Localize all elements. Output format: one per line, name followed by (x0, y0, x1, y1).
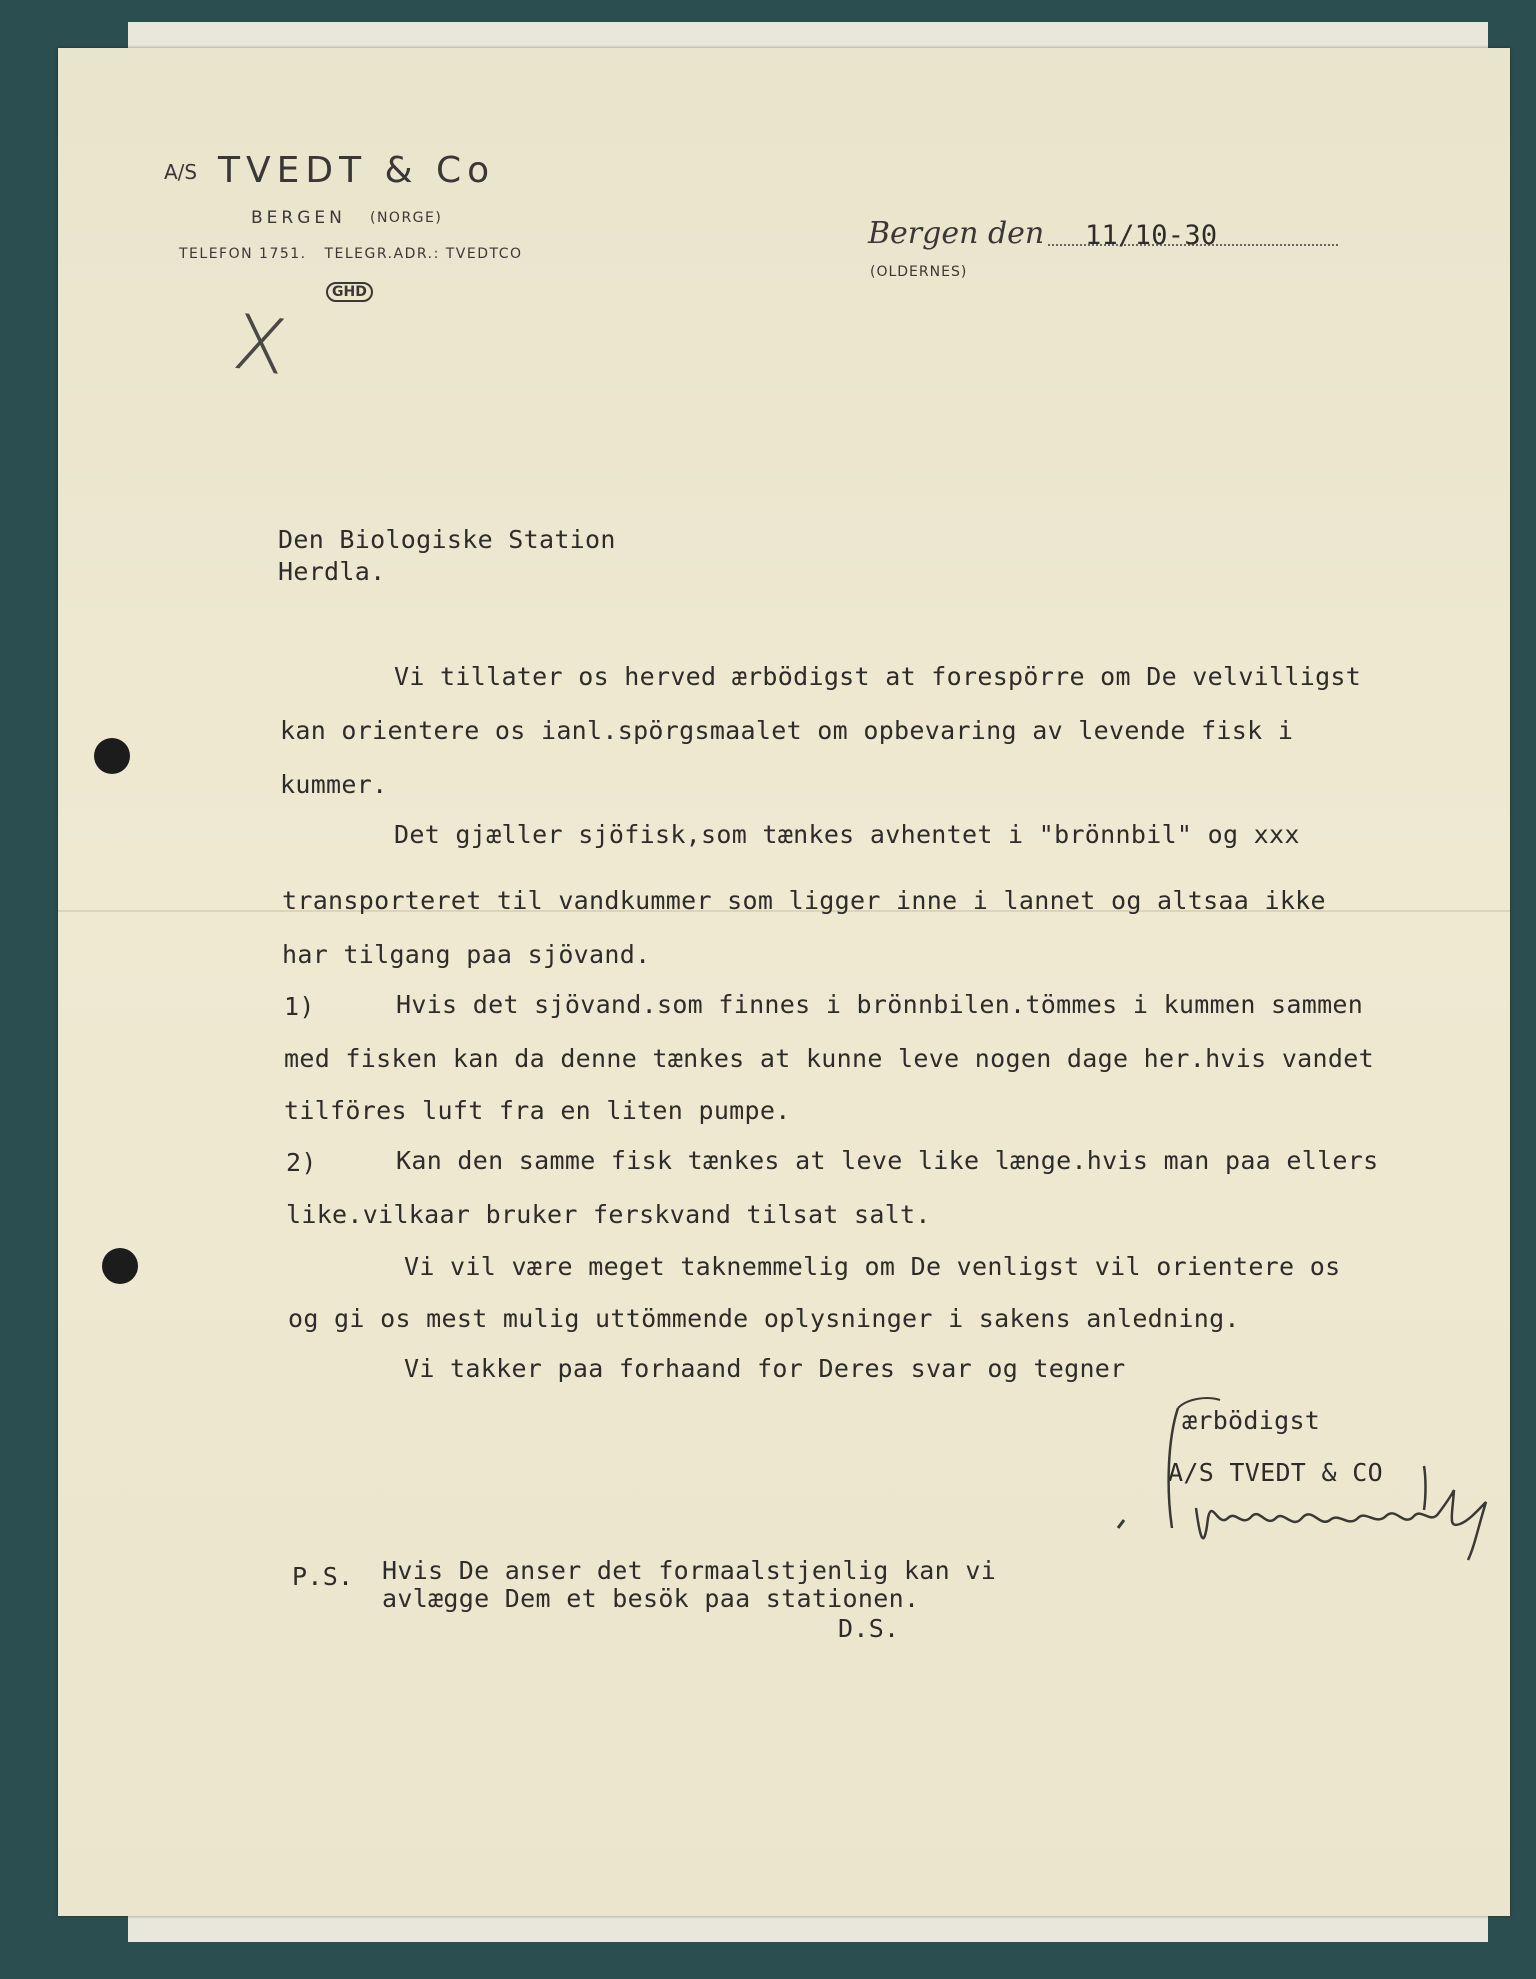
body-paragraph-3-line-2: og gi os mest mulig uttömmende oplysninger i sakens anledning. (288, 1304, 1240, 1333)
punch-hole-lower (102, 1248, 138, 1284)
handwritten-signature (1108, 1378, 1528, 1568)
dateline-date: 11/10-30 (1085, 220, 1218, 251)
punch-hole-upper (94, 738, 130, 774)
question-1-line-3: tilföres luft fra en liten pumpe. (284, 1096, 791, 1125)
question-1-number: 1) (284, 992, 315, 1021)
postscript-end: D.S. (838, 1614, 900, 1643)
postscript-label: P.S. (292, 1562, 354, 1591)
body-paragraph-1-line-1: Vi tillater os herved ærbödigst at forespörre om De velvilligst (394, 662, 1362, 691)
question-2-line-1: Kan den samme fisk tænkes at leve like længe.hvis man paa ellers (396, 1146, 1379, 1175)
letterhead-company: TVEDT & Co (218, 150, 496, 191)
dateline-place: Bergen den (868, 216, 1045, 251)
question-1-line-2: med fisken kan da denne tænkes at kunne leve nogen dage her.hvis vandet (284, 1044, 1374, 1073)
letterhead-city: BERGEN (251, 208, 346, 228)
closing-company: A/S TVEDT & CO (1168, 1458, 1383, 1487)
letterhead-prefix: A/S (164, 160, 198, 184)
question-2-number: 2) (286, 1148, 317, 1177)
question-1-line-1: Hvis det sjövand.som finnes i brönnbilen.tömmes i kummen sammen (396, 990, 1364, 1019)
body-paragraph-1-line-2: kan orientere os ianl.spörgsmaalet om opbevaring av levende fisk i (280, 716, 1294, 745)
body-paragraph-3-line-1: Vi vil være meget taknemmelig om De venligst vil orientere os (404, 1252, 1341, 1281)
body-paragraph-4-line-1: Vi takker paa forhaand for Deres svar og tegner (404, 1354, 1126, 1383)
letter-page (58, 48, 1510, 1916)
recipient-line-1: Den Biologiske Station (278, 525, 616, 554)
body-paragraph-2-line-2: transporteret til vandkummer som ligger inne i lannet og altsaa ikke (282, 886, 1326, 915)
recipient-line-2: Herdla. (278, 557, 386, 586)
letterhead-contact: TELEFON 1751. TELEGR.ADR.: TVEDTCO (179, 246, 523, 262)
body-paragraph-2-line-3: har tilgang paa sjövand. (282, 940, 651, 969)
dateline-note: (OLDERNES) (870, 264, 968, 280)
body-paragraph-2-line-1: Det gjæller sjöfisk,som tænkes avhentet i "brönnbil" og xxx (394, 820, 1300, 849)
postscript-line-2: avlægge Dem et besök paa stationen. (382, 1584, 920, 1613)
closing-salutation: ærbödigst (1182, 1406, 1321, 1435)
question-2-line-2: like.vilkaar bruker ferskvand tilsat salt. (286, 1200, 931, 1229)
monogram-logo: GHD (326, 282, 373, 302)
letterhead-country: (NORGE) (370, 210, 443, 226)
handwritten-cross: X (228, 296, 293, 393)
body-paragraph-1-line-3: kummer. (280, 770, 388, 799)
postscript-line-1: Hvis De anser det formaalstjenlig kan vi (382, 1556, 997, 1585)
